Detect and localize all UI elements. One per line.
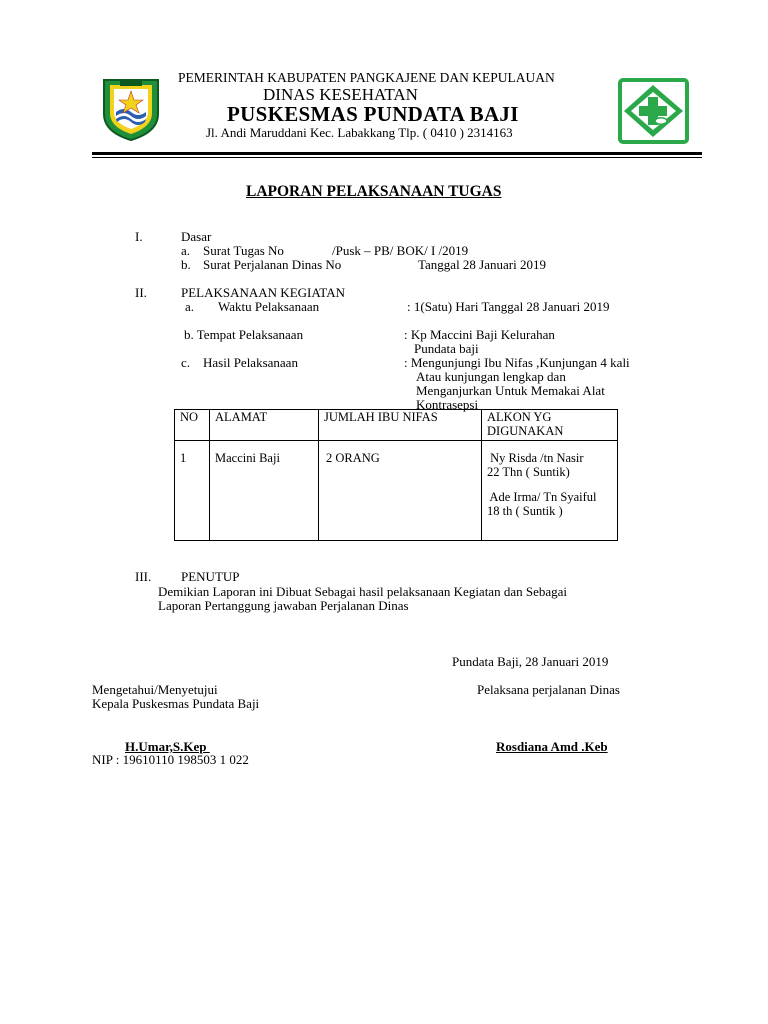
signature-right-role: Pelaksana perjalanan Dinas [477, 682, 620, 697]
section2-number: II. [135, 285, 147, 300]
section2-b-value1: : Kp Maccini Baji Kelurahan [404, 327, 555, 342]
section1-heading: Dasar [181, 229, 212, 244]
table-row [175, 441, 618, 541]
section2-c-text: Hasil Pelaksanaan [203, 355, 298, 370]
table-cell-alkon-b1: Ade Irma/ Tn Syaiful [487, 490, 597, 504]
signature-place-date: Pundata Baji, 28 Januari 2019 [452, 654, 609, 669]
table-cell-no: 1 [175, 441, 210, 541]
signature-left-role2: Kepala Puskesmas Pundata Baji [92, 696, 260, 711]
table-cell-alkon [482, 441, 618, 541]
section2-c-value3: Menganjurkan Untuk Memakai Alat [416, 383, 605, 398]
table-header-alkon [482, 410, 618, 441]
section2-b-text: b. Tempat Pelaksanaan [184, 327, 304, 342]
letterhead-institution: PUSKESMAS PUNDATA BAJI [227, 102, 519, 126]
section2-a-text: Waktu Pelaksanaan [218, 299, 320, 314]
table-header-no: NO [175, 410, 210, 441]
signature-left-role1: Mengetahui/Menyetujui [92, 682, 218, 697]
section2-a-label: a. [185, 299, 195, 314]
regency-emblem-logo [98, 76, 164, 142]
section1-b-text: Surat Perjalanan Dinas No [203, 257, 342, 272]
signature-right-name: Rosdiana Amd .Keb [496, 739, 608, 754]
section1-a-label: a. [181, 243, 191, 258]
table-header-alkon-line2: DIGUNAKAN [487, 424, 564, 438]
section3-line1: Demikian Laporan ini Dibuat Sebagai hasil pelaksanaan Kegiatan dan Sebagai [158, 584, 567, 599]
section2-c-value4: Kontrasepsi [416, 397, 479, 412]
results-table [174, 409, 618, 541]
section2-c-value1: : Mengunjungi Ibu Nifas ,Kunjungan 4 kali [404, 355, 630, 370]
signature-left-nip: NIP : 19610110 198503 1 022 [92, 752, 249, 767]
section1-a-value: /Pusk – PB/ BOK/ I /2019 [332, 243, 469, 258]
table-cell-jumlah: 2 ORANG [319, 441, 482, 541]
puskesmas-cross-logo [617, 77, 690, 145]
letterhead-rule-thick [92, 152, 702, 155]
letterhead-address: Jl. Andi Maruddani Kec. Labakkang Tlp. ( 0410 ) 2314163 [206, 125, 513, 140]
table-cell-alkon-b2: 18 th ( Suntik ) [487, 504, 563, 518]
signature-left-name: H.Umar,S.Kep [125, 739, 210, 754]
section1-a-text: Surat Tugas No [203, 243, 284, 258]
section2-c-label: c. [181, 355, 191, 370]
table-header-jumlah: JUMLAH IBU NIFAS [319, 410, 482, 441]
section3-line2: Laporan Pertanggung jawaban Perjalanan Dinas [158, 598, 409, 613]
section2-heading: PELAKSANAAN KEGIATAN [181, 285, 345, 300]
letterhead-government: PEMERINTAH KABUPATEN PANGKAJENE DAN KEPULAUAN [178, 70, 555, 85]
section3-heading: PENUTUP [181, 569, 240, 584]
table-header-row [175, 410, 618, 441]
section1-number: I. [135, 229, 143, 244]
document-title: LAPORAN PELAKSANAAN TUGAS [246, 183, 502, 200]
section1-b-label: b. [181, 257, 191, 272]
section3-number: III. [135, 569, 152, 584]
table-header-alamat: ALAMAT [210, 410, 319, 441]
section2-a-value: : 1(Satu) Hari Tanggal 28 Januari 2019 [407, 299, 610, 314]
table-cell-alkon-a2: 22 Thn ( Suntik) [487, 465, 570, 479]
table-cell-alkon-a1: Ny Risda /tn Nasir [487, 451, 584, 465]
section2-b-value2: Pundata baji [414, 341, 479, 356]
table-cell-alamat: Maccini Baji [210, 441, 319, 541]
section1-b-value: Tanggal 28 Januari 2019 [418, 257, 546, 272]
letterhead-department: DINAS KESEHATAN [263, 85, 418, 104]
section2-c-value2: Atau kunjungan lengkap dan [416, 369, 566, 384]
letterhead-rule-thin [92, 157, 702, 158]
table-header-alkon-line1: ALKON YG [487, 410, 552, 424]
